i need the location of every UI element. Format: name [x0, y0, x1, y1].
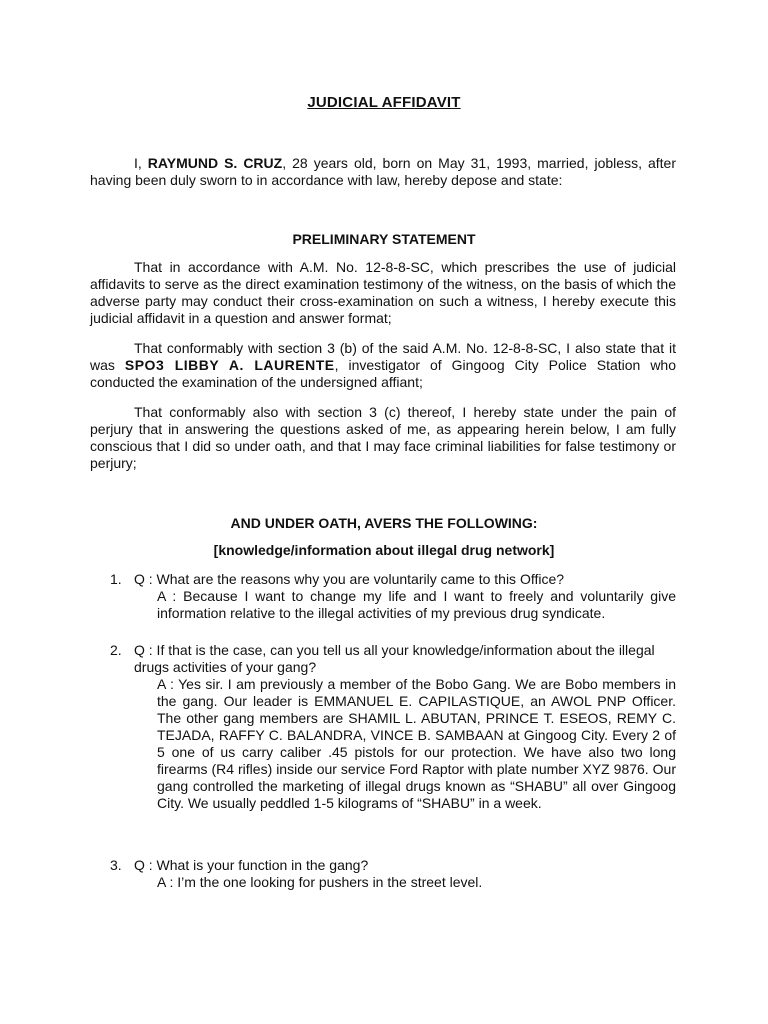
preliminary-paragraph-1: That in accordance with A.M. No. 12-8-8-SC, which prescribes the use of judicial affidavits to serve as the direct examination testimony of the witness, on the basis of which the adverse party may conduct their cross-examination on such a witness, I hereby execute this judicial affidavit in a question and answer format; [90, 259, 676, 326]
intro-paragraph [90, 155, 676, 189]
qa-question: Q : What is your function in the gang? [134, 857, 369, 873]
investigator-name: SPO3 LIBBY A. LAURENTE [124, 357, 335, 373]
p2-suffix: , investigator of Gingoog City Police Station who conducted the examination of the undersigned affiant; [90, 357, 676, 390]
intro-prefix: I, [134, 155, 148, 171]
qa-item-3 [110, 857, 676, 891]
preliminary-heading: PRELIMINARY STATEMENT [292, 231, 476, 247]
qa-answer: A : Because I want to change my life and I want to freely and voluntarily give information relative to the illegal activities of my previous drug syndicate. [157, 588, 676, 621]
preliminary-paragraph-3: That conformably also with section 3 (c) thereof, I hereby state under the pain of perjury that in answering the questions asked of me, as appearing herein below, I am fully conscious that I did so under oath, and that I may face criminal liabilities for false testimony or perjury; [90, 404, 676, 471]
qa-item-2 [110, 642, 676, 812]
preliminary-paragraph-2 [90, 340, 676, 391]
oath-heading: AND UNDER OATH, AVERS THE FOLLOWING: [230, 515, 538, 531]
p2-prefix: That conformably with section 3 (b) of the said A.M. No. 12-8-8-SC, I also state that it was [90, 340, 676, 373]
qa-answer: A : I’m the one looking for pushers in the street level. [157, 874, 483, 890]
affiant-name: RAYMUND S. CRUZ [147, 155, 283, 171]
intro-suffix: , 28 years old, born on May 31, 1993, married, jobless, after having been duly sworn to in accordance with law, hereby depose and state: [90, 155, 676, 188]
document-title: JUDICIAL AFFIDAVIT [307, 94, 461, 111]
qa-question: Q : If that is the case, can you tell us all your knowledge/information about the illegal drugs activities of your gang? [134, 642, 655, 675]
qa-item-1 [110, 571, 676, 622]
qa-answer: A : Yes sir. I am previously a member of the Bobo Gang. We are Bobo members in the gang. Our leader is EMMANUEL E. CAPILASTIQUE, an AWOL PNP Officer. The other gang members are SHAMIL L. ABUTAN, PRINCE T. ESEOS, REMY C. TEJADA, RAFFY C. BALANDRA, VINCE B. SAMBAAN at Gingoog City. Every 2 of 5 one of us carry caliber .45 pistols for our protection. We have also two long firearms (R4 rifles) inside our service Ford Raptor with plate number XYZ 9876. Our gang controlled the marketing of illegal drugs known as “SHABU” all over Gingoog City. We usually peddled 1-5 kilograms of “SHABU” in a week. [157, 676, 676, 811]
qa-question: Q : What are the reasons why you are voluntarily came to this Office? [134, 571, 565, 587]
qa-number: 1. [110, 571, 122, 587]
oath-subheading: [knowledge/information about illegal drug network] [213, 542, 555, 558]
qa-number: 3. [110, 857, 122, 873]
qa-number: 2. [110, 642, 122, 658]
